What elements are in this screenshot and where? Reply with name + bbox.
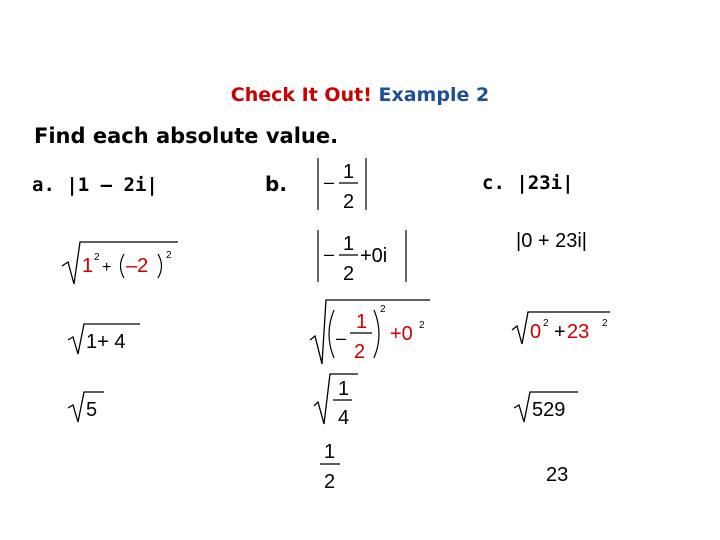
problem-c-step1: |0 + 23i| — [516, 230, 587, 252]
problem-c-step3 — [512, 386, 582, 426]
svg-text:–: – — [324, 244, 335, 264]
svg-text:2: 2 — [343, 263, 355, 285]
svg-text:+: + — [554, 321, 566, 343]
a-step1-term1: 1 — [82, 255, 94, 277]
svg-text:2: 2 — [354, 341, 366, 363]
a-step2-expression: 1+ 4 — [86, 331, 126, 353]
svg-text:1: 1 — [356, 311, 368, 333]
title-example: Example 2 — [378, 84, 490, 106]
instructions-heading: Find each absolute value. — [34, 124, 339, 148]
a-step1-exp1: 2 — [94, 252, 100, 263]
problem-b-step2 — [308, 294, 436, 370]
problem-b-expression — [312, 152, 372, 216]
slide-title — [0, 84, 720, 106]
c-step3-value: 529 — [532, 399, 566, 421]
svg-text:2: 2 — [602, 318, 608, 329]
b-step1-plus-zero-i: +0i — [360, 245, 388, 267]
problem-a-step3 — [66, 386, 116, 426]
problem-c-label: c. |23i| — [482, 172, 574, 194]
a-step3-value: 5 — [86, 399, 98, 421]
problem-a-step2 — [66, 318, 146, 358]
c-step2-term2: 23 — [567, 321, 590, 343]
problem-b-step1 — [312, 224, 412, 288]
b-denominator: 2 — [343, 191, 355, 213]
c-step2-term1: 0 — [530, 321, 542, 343]
problem-b-answer — [314, 438, 344, 496]
problem-c-answer: 23 — [546, 464, 569, 486]
b-answer-denominator: 2 — [324, 471, 336, 493]
problem-c-step2 — [510, 306, 620, 348]
svg-text:2: 2 — [419, 320, 425, 331]
a-step1-term2: –2 — [126, 255, 149, 277]
problem-a-label: a. |1 – 2i| — [32, 174, 158, 196]
svg-text:–: – — [336, 328, 347, 348]
b-step3-denominator: 4 — [338, 407, 350, 429]
b-minus: – — [324, 172, 335, 192]
problem-b-step3 — [312, 368, 362, 430]
b-step3-numerator: 1 — [338, 378, 350, 400]
b-step2-plus-zero: +0 — [390, 323, 413, 345]
svg-text:2: 2 — [543, 318, 549, 329]
a-step1-exp2: 2 — [166, 250, 172, 261]
b-numerator: 1 — [343, 161, 355, 183]
a-step1-plus: + — [102, 259, 112, 276]
svg-text:2: 2 — [380, 304, 386, 315]
b-answer-numerator: 1 — [324, 441, 336, 463]
problem-b-label: b. — [265, 172, 287, 196]
problem-a-step1 — [60, 236, 190, 288]
svg-text:1: 1 — [343, 233, 355, 255]
title-check-it-out: Check It Out! — [230, 84, 372, 106]
